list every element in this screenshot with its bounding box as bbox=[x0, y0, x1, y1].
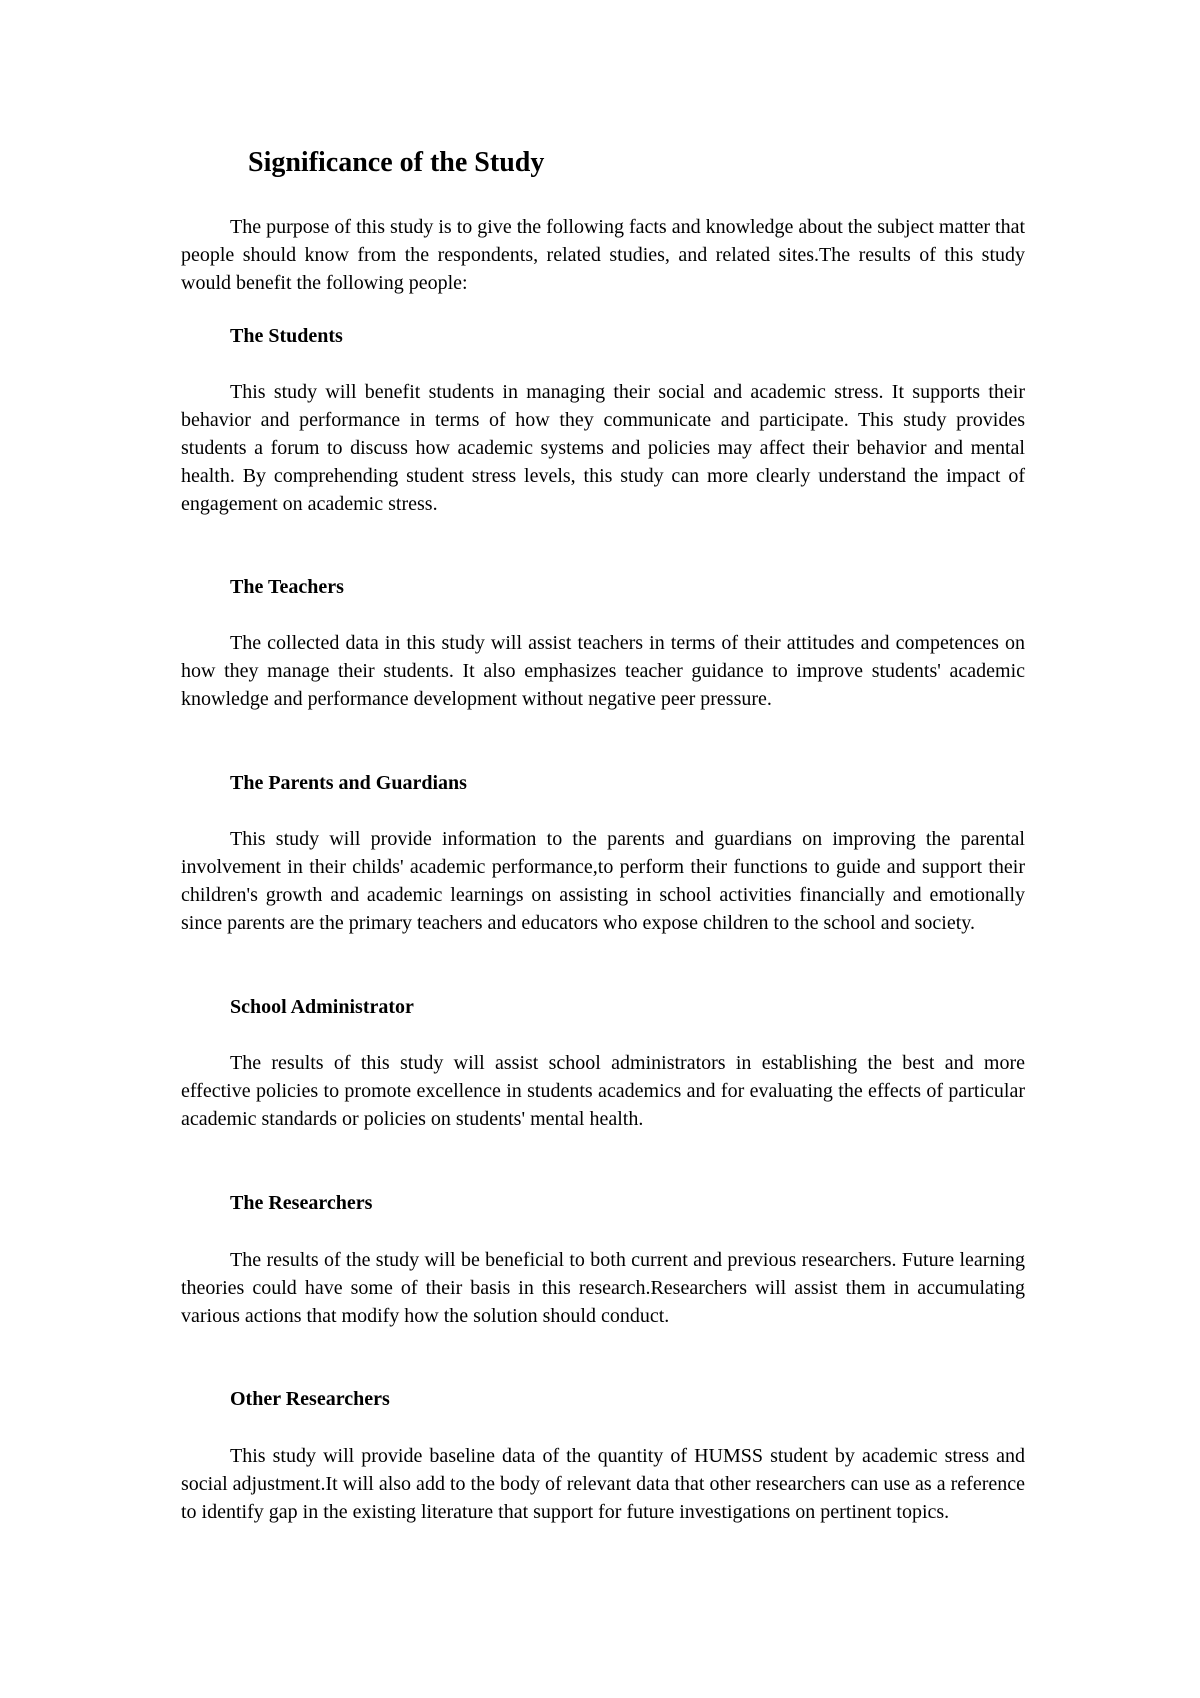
section-heading-other-researchers: Other Researchers bbox=[230, 1388, 390, 1410]
section-heading-teachers: The Teachers bbox=[230, 576, 344, 598]
section-heading-parents: The Parents and Guardians bbox=[230, 772, 467, 794]
page-title: Significance of the Study bbox=[248, 147, 545, 178]
section-heading-researchers: The Researchers bbox=[230, 1192, 373, 1214]
intro-paragraph: The purpose of this study is to give the following facts and knowledge about the subject matter that people should know from the respondents, related studies, and related sites.The results of this study would benefit the following people: bbox=[181, 216, 1025, 294]
section-body-teachers: The collected data in this study will assist teachers in terms of their attitudes and competences on how they manage their students. It also emphasizes teacher guidance to improve students' academic knowledge and performance development without negative peer pressure. bbox=[181, 632, 1025, 710]
section-heading-students: The Students bbox=[230, 325, 343, 347]
section-body-researchers: The results of the study will be beneficial to both current and previous researchers. Future learning theories could have some of their basis in this research.Researchers will assist them in accumulating various actions that modify how the solution should conduct. bbox=[181, 1249, 1025, 1327]
section-body-other-researchers: This study will provide baseline data of the quantity of HUMSS student by academic stress and social adjustment.It will also add to the body of relevant data that other researchers can use as a reference to identify gap in the existing literature that support for future investigations on pertinent topics. bbox=[181, 1445, 1025, 1523]
section-heading-administrator: School Administrator bbox=[230, 996, 414, 1018]
section-body-parents: This study will provide information to the parents and guardians on improving the parental involvement in their childs' academic performance,to perform their functions to guide and support their children's growth and academic learnings on assisting in school activities financially and emotionally since parents are the primary teachers and educators who expose children to the school and society. bbox=[181, 828, 1025, 934]
section-body-administrator: The results of this study will assist school administrators in establishing the best and more effective policies to promote excellence in students academics and for evaluating the effects of particular academic standards or policies on students' mental health. bbox=[181, 1052, 1025, 1130]
section-body-students: This study will benefit students in managing their social and academic stress. It supports their behavior and performance in terms of how they communicate and participate. This study provides students a forum to discuss how academic systems and policies may affect their behavior and mental health. By comprehending student stress levels, this study can more clearly understand the impact of engagement on academic stress. bbox=[181, 381, 1025, 515]
